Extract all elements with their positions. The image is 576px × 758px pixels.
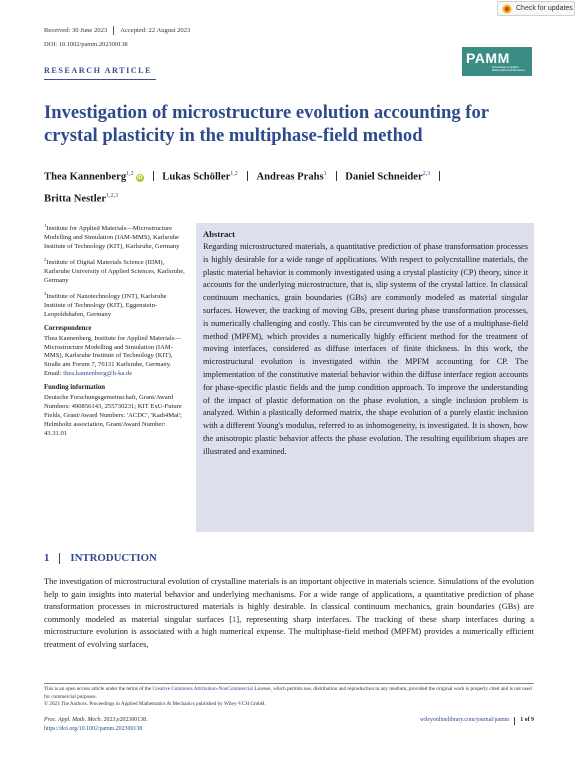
affiliation [44, 256, 189, 286]
affiliation [44, 290, 189, 320]
date-divider [113, 26, 114, 35]
journal-logo-subtitle: Proceedings in Applied Mathematics and Mechanics [492, 66, 525, 72]
author-divider [153, 171, 154, 181]
received-date: Received: 30 June 2023 [44, 27, 108, 34]
license-link[interactable]: Creative Commons Attribution-NonCommercial [152, 686, 254, 692]
correspondence-heading: Correspondence [44, 324, 92, 332]
author-name: Lukas Schöller [162, 171, 231, 183]
section-divider [59, 553, 60, 564]
orcid-icon[interactable]: iD [137, 174, 143, 181]
section-title: INTRODUCTION [70, 552, 157, 564]
front-matter-sidebar [44, 222, 189, 443]
funding-heading: Funding information [44, 384, 105, 392]
author-divider [247, 171, 248, 181]
page-number: 1 of 9 [520, 717, 534, 723]
author-affiliation-number: 1,2 [126, 171, 134, 177]
abstract-heading: Abstract [203, 229, 235, 239]
correspondence-text [44, 335, 189, 380]
author[interactable] [44, 187, 118, 209]
journal-citation: Proc. Appl. Math. Mech. [44, 717, 103, 723]
author[interactable] [162, 165, 248, 187]
accepted-date: Accepted: 22 August 2023 [120, 27, 191, 34]
article-type-underline [44, 79, 156, 80]
author-affiliation-number: 1,2,3 [106, 192, 119, 199]
article-type: RESEARCH ARTICLE [44, 66, 153, 75]
author-name: Thea Kannenberg [44, 171, 127, 183]
article-dates [44, 26, 190, 35]
affiliation [44, 222, 189, 252]
article-title: Investigation of microstructure evolution accounting for crystal plasticity in the multiphase-field method [44, 102, 489, 146]
abstract-text: Regarding microstructured materials, a quantitative prediction of phase transformation processes is highly desirable for a wide range of applications. With respect to polycrstalline materials, the plastic material behavior is commonly investigated using a crystal plasticity (CP) theory, since it accounts for the underlying microstructure, that is, slip systems of the crystal lattice. In classical continuum mechanics, grain boundaries (GBs) are commonly modeled as material singular surfaces. However, the tracking of moving GBs, present during phase transformation processes, is numerically challenging and costly. This can be circumvented by the use of a multiphase-field method (MPFM), which provides a numerically highly efficient method for the treatment of moving interfaces, considered as diffuse interfaces of finite thickness. In this work, the microstructural evolution is investigated within the MPFM accounting for CP. The implementation of the constitutive material behavior within the diffuse interface region accounts for phase-specific plastic fields and the jump condition approach. To improve the understanding of the impact of plastic deformation on the phase evolution, a single inclusion problem is analyzed. Within a plastically deformed matrix, the shape evolution of a purely elastic inclusion with a different Young's modulus, referred to as inhomogeneity, is investigated. It is shown, how the anisotropic plastic behavior affects the phase evolution. The resulting equilibrium shapes are illustrated and examined. [203, 242, 528, 456]
author-affiliation-number: 2,3 [422, 171, 431, 177]
affiliation-text: Institute for Applied Materials—Microstructure Modelling and Simulation (IAM-MMS), Karlsruhe Institute of Technology (KIT), Karlsruhe, Germany [44, 225, 180, 250]
author-divider [336, 171, 337, 181]
introduction-paragraph [44, 575, 534, 651]
author[interactable] [345, 165, 440, 187]
footer-divider [514, 717, 515, 725]
intro-text: The investigation of microstructural evolution of crystalline materials is an important objective in materials science. Simulations of the evolution help to gain insights into material behavior and underlying mechanisms. For a wide range of applications, a quantitative prediction of phase transformation processes in microstructured materials is highly desirable. In classical continuum mechanics, grain boundaries (GBs) are commonly modeled as material singular surfaces [ [44, 576, 534, 624]
author-list [44, 165, 544, 208]
affiliation-number: 2 [44, 256, 47, 262]
author-name: Britta Nestler [44, 193, 107, 205]
check-for-updates-button[interactable] [497, 1, 575, 16]
license-text: License, which permits use, distribution and reproduction in any medium, provided the original work is properly cited and is not used for commercial purposes. [44, 686, 532, 700]
section-heading [44, 552, 157, 564]
journal-logo-text: PAMM [466, 50, 510, 66]
intro-text: ], representing sharp interfaces. The tracking of these sharp interfaces during a microstructure evolution is associated with a high numerical expense. The multiphase-field method (MPFM) provides a numerically efficient treatment of evolving surfaces, [44, 613, 534, 649]
license-notice [44, 686, 534, 709]
page-footer [44, 716, 534, 734]
email-label: Email: [44, 370, 62, 378]
copyright-text: © 2023 The Authors. Proceedings in Applied Mathematics & Mechanics published by Wiley-VCH GmbH. [44, 701, 266, 707]
author-divider [439, 171, 440, 181]
citation-volume: 2023;e202300138. [102, 717, 148, 723]
author-name: Daniel Schneider [345, 171, 423, 183]
author-name: Andreas Prahs [256, 171, 324, 183]
journal-url-link[interactable]: wileyonlinelibrary.com/journal/pamm [419, 717, 510, 723]
author[interactable] [44, 165, 154, 187]
funding-text: Deutsche Forschungsgemeinschaft, Grant/Award Numbers: 490856143, 255730231; KIT ExU-Future Fields, Grant/Award Numbers: 'ACDC', 'Kadi4Mat'; Helmholtz association, Grant/Award Number: 43.31.01 [44, 394, 182, 437]
affiliation-number: 1 [44, 223, 47, 228]
check-updates-icon [502, 4, 512, 14]
license-text: This is an open access article under the terms of the [44, 686, 153, 692]
affiliation-text: Institute of Nanotechnology (INT), Karlsruhe Institute of Technology (KIT), Eggenstein-Leopoldshafen, Germany [44, 293, 167, 318]
correspondence-address: Thea Kannenberg, Institute for Applied Materials—Microstructure Modelling and Simulation (IAM-MMS), Karlsruhe Institute of Technology (KIT), Straße am Forum 7, 76131 Karlsruhe, Germany. [44, 334, 181, 369]
article-doi: DOI: 10.1002/pamm.202300138 [44, 41, 128, 48]
email-link[interactable]: thea.kannenberg@h-ka.de [63, 370, 133, 378]
author[interactable] [256, 165, 336, 187]
author-affiliation-number: 1 [323, 171, 327, 177]
footer-rule [44, 683, 534, 684]
affiliation-text: Institute of Digital Materials Science (IDM), Karlsruhe University of Applied Sciences, Karlsruhe, Germany [44, 259, 185, 284]
section-number: 1 [44, 552, 50, 564]
journal-logo [462, 47, 532, 76]
citation-link[interactable]: 1 [232, 613, 237, 624]
affiliation-number: 3 [44, 290, 47, 296]
check-updates-label: Check for updates [516, 5, 573, 12]
abstract-box [196, 223, 534, 532]
doi-link[interactable]: https://doi.org/10.1002/pamm.202300138 [44, 726, 143, 732]
author-affiliation-number: 1,2 [230, 171, 238, 177]
footer-right [420, 716, 534, 725]
